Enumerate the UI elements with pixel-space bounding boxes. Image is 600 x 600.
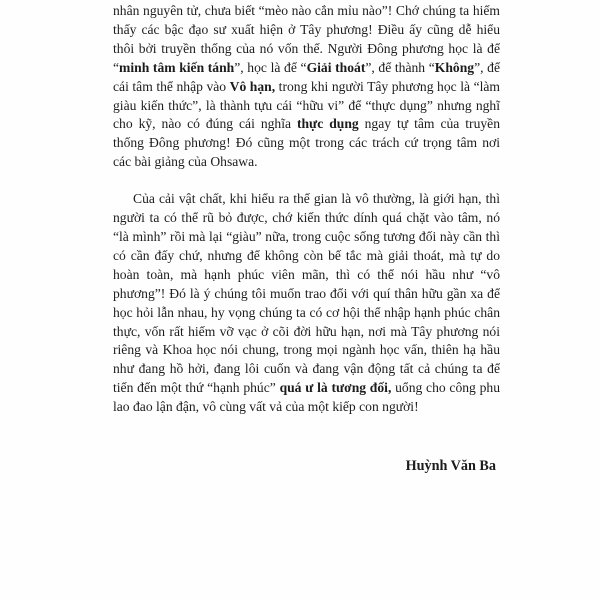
text-run: nhân nguyên tử, chưa biết “mèo nào cắn mỉu nào”! Chớ chúng ta hiếm thấy các bậc đạo sư xuất hiện ở Tây phương! Điều ấy cũng dễ hiểu thôi bởi truyền thống của nó vốn thế. Người Đông phương học là để “ [113, 3, 500, 75]
bold-term: Không [434, 59, 475, 75]
bold-term: Vô hạn, [229, 78, 276, 94]
text-run: trong khi người Tây phương học là “làm giàu kiến thức”, là thành tựu cái “hữu vi” để “thực dụng” nhưng nghĩ cho kỹ, nào có đúng cái nghĩa [113, 78, 500, 132]
text-run: ”, học là để “ [234, 59, 307, 75]
text-run: uổng cho công phu lao đao lận đận, vô cùng vất vả của một kiếp con người! [113, 380, 501, 415]
author-signature: Huỳnh Văn Ba [405, 458, 496, 474]
paragraph-2 [113, 190, 500, 417]
bold-term: quá ư là tương đối, [279, 380, 392, 396]
bold-term: minh tâm kiến tánh [119, 59, 235, 75]
bold-term: Giải thoát [306, 59, 366, 75]
body-text [113, 2, 500, 417]
text-run: ”, để thành “ [365, 59, 435, 75]
bold-term: thực dụng [296, 116, 359, 132]
paragraph-1 [113, 2, 500, 172]
text-run: ngay tự tâm của truyền thống Đông phương! Đó cũng một trong các trách cứ trọng tâm nơi các bài giảng của Ohsawa. [113, 116, 500, 170]
text-run: Của cải vật chất, khi hiểu ra thế gian là vô thường, là giới hạn, thì người ta có thể rũ bỏ được, chớ kiến thức dính quá chặt vào tâm, nó “là mình” rồi mà lại “giàu” nữa, trong cuộc sống tương đối này cần thì có cần đấy chứ, nhưng để không còn bế tắc mà giải thoát, mà tự do hoàn toàn, mà hạnh phúc viên mãn, thì có thể nói hầu như “vô phương”! Đó là ý chúng tôi muốn trao đổi với quí thân hữu gần xa để học hỏi lẫn nhau, hy vọng chúng ta có cơ hội thể nhập hạnh phúc chân thực, vốn rất hiếm vỡ vạc ở cõi đời hữu hạn, nơi mà Tây phương nói riêng và Khoa học nói chung, trong mọi ngành học vấn, thiên hạ hầu như đang hồ hởi, đang lôi cuốn và đang vận động tất cả chúng ta để tiến đến một thứ “hạnh phúc” [113, 191, 500, 396]
text-run: ”, để cái tâm thể nhập vào [113, 59, 500, 94]
